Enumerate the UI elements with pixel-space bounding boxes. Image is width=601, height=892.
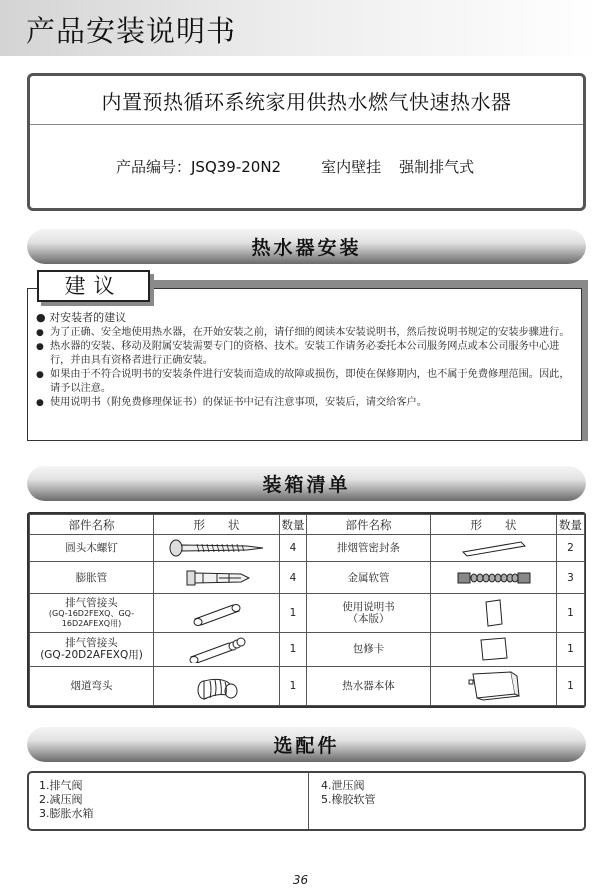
list-item: 4.泄压阀 [321, 779, 365, 792]
advice-content [36, 311, 576, 410]
list-item: 1.排气阀 [39, 779, 83, 792]
divider [30, 124, 583, 125]
table-header-row [30, 515, 585, 535]
manual-icon [431, 593, 557, 632]
heater-body-icon [431, 667, 557, 706]
product-heading: 内置预热循环系统家用供热水燃气快速热水器 [101, 90, 512, 114]
optional-parts-box [27, 771, 586, 831]
list-item: 5.橡胶软管 [321, 793, 376, 806]
part-name: 热水器本体 [307, 667, 431, 706]
part-qty: 1 [280, 632, 307, 666]
expansion-anchor-icon [154, 562, 280, 594]
col-header-name: 部件名称 [30, 515, 154, 535]
advice-item: ● 如果由于不符合说明书的安装条件进行安装而造成的故障或损伤，即使在保修期内，也不属于免费修理范围。因此，请予以注意。 [36, 369, 570, 394]
section-title: 装箱清单 [262, 474, 351, 496]
table-row [30, 535, 585, 562]
part-qty: 4 [280, 535, 307, 562]
exhaust-pipe-joint-flex-icon [154, 632, 280, 666]
part-qty: 1 [557, 667, 585, 706]
part-qty: 2 [557, 535, 585, 562]
part-qty: 4 [280, 562, 307, 594]
section-title: 选配件 [273, 735, 340, 757]
bullet-icon: ● [36, 342, 44, 352]
part-qty: 1 [557, 593, 585, 632]
advice-subheading: ● 对安装者的建议 [36, 311, 127, 324]
col-header-qty: 数量 [280, 515, 307, 535]
part-name: 烟道弯头 [30, 667, 154, 706]
advice-item: ● 为了正确、安全地使用热水器，在开始安装之前，请仔细的阅读本安装说明书，然后按说明书规定的安装步骤进行。 [36, 327, 570, 338]
divider [308, 773, 309, 829]
exhaust-type: 强制排气式 [399, 158, 475, 176]
table-row [30, 562, 585, 594]
optional-list-right [321, 779, 376, 807]
col-header-qty: 数量 [557, 515, 585, 535]
advice-title: 建议 [37, 270, 150, 302]
part-qty: 1 [557, 632, 585, 666]
flue-elbow-icon [154, 667, 280, 706]
advice-panel [27, 270, 586, 441]
part-name: 排烟管密封条 [307, 535, 431, 562]
list-item: 3.膨胀水箱 [39, 807, 94, 820]
section-title: 热水器安装 [251, 237, 362, 259]
part-name: 膨胀管 [30, 562, 154, 594]
bullet-icon: ● [36, 370, 44, 380]
metal-hose-icon [431, 562, 557, 594]
model-line [116, 156, 474, 177]
section-banner-options [27, 726, 586, 762]
model-code: 产品编号：JSQ39-20N2 [116, 158, 282, 176]
wood-screw-icon [154, 535, 280, 562]
page-title: 产品安装说明书 [26, 14, 237, 48]
part-name: 使用说明书 （本版） [307, 593, 431, 632]
bullet-icon: ● [36, 328, 44, 338]
col-header-shape: 形 状 [154, 515, 280, 535]
part-qty: 1 [280, 593, 307, 632]
part-name: 排气管接头 (GQ-20D2AFEXQ用) [30, 632, 154, 666]
optional-list-left [39, 779, 94, 821]
part-name: 圆头木螺钉 [30, 535, 154, 562]
part-name: 排气管接头 (GQ-16D2FEXQ、GQ-16D2AFEXQ用) [30, 593, 154, 632]
part-qty: 1 [280, 667, 307, 706]
mount-type: 室内壁挂 [321, 158, 382, 176]
page-number: 36 [292, 873, 309, 887]
bullet-icon: ● [36, 398, 44, 408]
table-row [30, 632, 585, 666]
advice-item: ● 使用说明书（附免费修理保证书）的保证书中记有注意事项，安装后，请交给客户。 [36, 397, 427, 408]
packing-list-table [27, 512, 586, 708]
exhaust-pipe-joint-icon [154, 593, 280, 632]
warranty-card-icon [431, 632, 557, 666]
col-header-name: 部件名称 [307, 515, 431, 535]
advice-item: ● 热水器的安装、移动及附属安装需要专门的资格、技术。安装工作请务必委托本公司服务网点或本公司服务中心进行，并由具有资格者进行正确安装。 [36, 341, 560, 366]
list-item: 2.减压阀 [39, 793, 83, 806]
section-banner-pack [27, 465, 586, 501]
table-row [30, 593, 585, 632]
part-qty: 3 [557, 562, 585, 594]
table-row [30, 667, 585, 706]
part-name: 金属软管 [307, 562, 431, 594]
seal-strip-icon [431, 535, 557, 562]
model-info-box [27, 73, 586, 211]
section-banner-install [27, 228, 586, 264]
part-name: 包修卡 [307, 632, 431, 666]
col-header-shape: 形 状 [431, 515, 557, 535]
